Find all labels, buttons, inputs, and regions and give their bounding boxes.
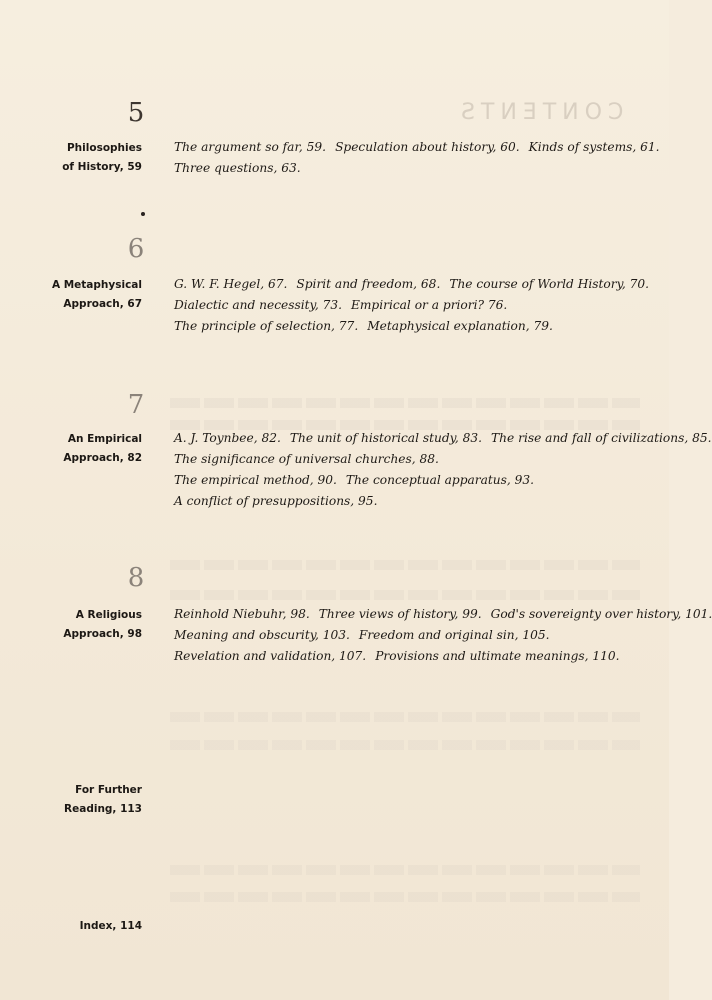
chapter-entries (174, 274, 649, 337)
entry: The empirical method, 90. (174, 473, 337, 487)
chapter-label-line: Approach, 98 (63, 628, 142, 640)
entry: Reinhold Niebuhr, 98. (174, 607, 310, 621)
chapter-number: 8 (127, 563, 145, 593)
entry: G. W. F. Hegel, 67. (174, 277, 288, 291)
entry: Provisions and ultimate meanings, 110. (375, 649, 620, 663)
chapter-label-line: A Metaphysical (51, 279, 142, 291)
entry: Metaphysical explanation, 79. (367, 319, 553, 333)
chapter-label-line: Philosophies (66, 142, 142, 154)
entry: Dialectic and necessity, 73. (174, 298, 342, 312)
show-through-band (170, 560, 640, 570)
further-reading-label (64, 781, 142, 819)
chapter-label-line: of History, 59 (62, 161, 142, 173)
entry: Three views of history, 99. (318, 607, 482, 621)
entry: Freedom and original sin, 105. (358, 628, 550, 642)
chapter-entries (174, 604, 712, 667)
show-through-band (170, 712, 640, 722)
chapter-label (63, 430, 142, 468)
entry: Three questions, 63. (174, 161, 301, 175)
chapter-number: 5 (127, 98, 145, 128)
show-through-band (170, 590, 640, 600)
entry: The unit of historical study, 83. (289, 431, 483, 445)
entry: The rise and fall of civilizations, 85. (491, 431, 712, 445)
chapter-entries (174, 428, 712, 512)
entry: Meaning and obscurity, 103. (174, 628, 350, 642)
chapter-label-line: An Empirical (67, 433, 142, 445)
chapter-number: 6 (127, 234, 145, 264)
chapter-label (52, 276, 142, 314)
entry: Spirit and freedom, 68. (296, 277, 441, 291)
show-through-text: CONTENTS (455, 100, 624, 125)
chapter-label (62, 139, 142, 177)
further-reading-line: Reading, 113 (64, 803, 142, 815)
show-through-band (170, 865, 640, 875)
entry: The principle of selection, 77. (174, 319, 359, 333)
entry: Empirical or a priori? 76. (350, 298, 508, 312)
ink-speck (141, 212, 145, 216)
entry: The significance of universal churches, 88. (174, 452, 439, 466)
index-line: Index, 114 (79, 920, 142, 932)
entry: The course of World History, 70. (449, 277, 649, 291)
entry: A conflict of presuppositions, 95. (174, 494, 378, 508)
entry: Revelation and validation, 107. (174, 649, 367, 663)
show-through-band (170, 398, 640, 408)
chapter-label (63, 606, 142, 644)
show-through-band (170, 740, 640, 750)
chapter-label-line: Approach, 67 (63, 298, 142, 310)
entry: Kinds of systems, 61. (528, 140, 660, 154)
chapter-label-line: A Religious (75, 609, 142, 621)
chapter-entries (174, 137, 660, 179)
entry: The conceptual apparatus, 93. (345, 473, 534, 487)
chapter-label-line: Approach, 82 (63, 452, 142, 464)
show-through-band (170, 892, 640, 902)
entry: The argument so far, 59. (174, 140, 327, 154)
entry: God's sovereignty over history, 101. (490, 607, 712, 621)
index-label (80, 917, 142, 936)
further-reading-line: For Further (75, 784, 142, 796)
entry: A. J. Toynbee, 82. (174, 431, 281, 445)
chapter-number: 7 (127, 390, 145, 420)
entry: Speculation about history, 60. (335, 140, 520, 154)
